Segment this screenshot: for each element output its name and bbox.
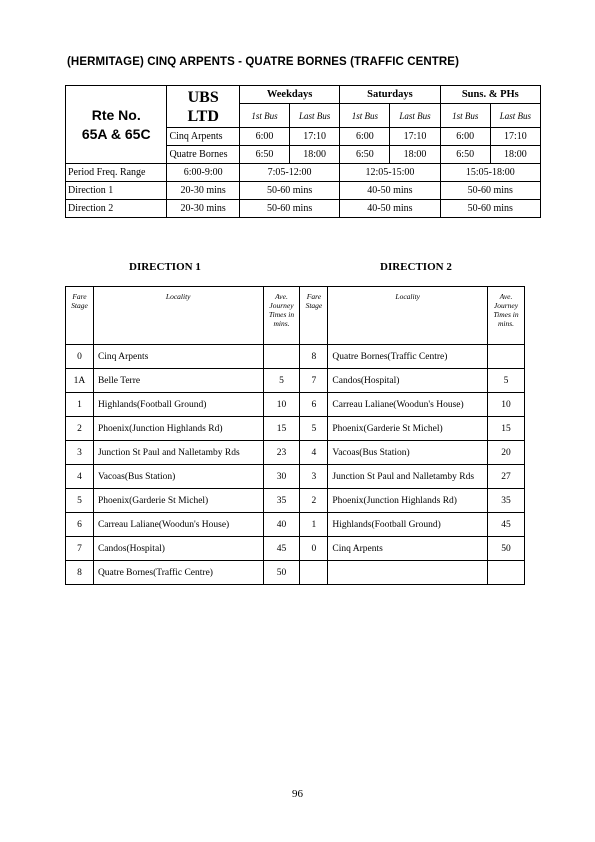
locality-cell: Phoenix(Junction Highlands Rd) bbox=[93, 417, 263, 441]
locality-cell: Quatre Bornes(Traffic Centre) bbox=[328, 345, 488, 369]
time-cell: 18:00 bbox=[490, 146, 540, 164]
locality-cell: Candos(Hospital) bbox=[93, 537, 263, 561]
time-cell: 6:00 bbox=[440, 128, 490, 146]
operator-cell bbox=[167, 86, 239, 128]
journey-time-cell: 20 bbox=[488, 441, 525, 465]
fare-stage-cell: 7 bbox=[66, 537, 94, 561]
fare-stage-cell: 0 bbox=[300, 537, 328, 561]
fare-stage-cell: 1 bbox=[300, 513, 328, 537]
journey-time-cell: 50 bbox=[488, 537, 525, 561]
frequency-value: 40-50 mins bbox=[340, 182, 440, 200]
table-row bbox=[66, 417, 525, 441]
fare-stage-cell: 4 bbox=[300, 441, 328, 465]
first-bus-header: 1st Bus bbox=[440, 104, 490, 128]
frequency-value: 50-60 mins bbox=[440, 200, 540, 218]
journey-time-cell: 30 bbox=[263, 465, 300, 489]
direction-label: Direction 1 bbox=[66, 182, 167, 200]
journey-time-cell: 10 bbox=[488, 393, 525, 417]
time-cell: 18:00 bbox=[290, 146, 340, 164]
fare-stage-cell: 4 bbox=[66, 465, 94, 489]
journey-time-cell: 35 bbox=[263, 489, 300, 513]
fare-stage-cell: 0 bbox=[66, 345, 94, 369]
locality-cell: Junction St Paul and Nalletamby Rds bbox=[93, 441, 263, 465]
journey-time-cell: 45 bbox=[488, 513, 525, 537]
fare-stage-cell: 6 bbox=[300, 393, 328, 417]
journey-time-cell: 27 bbox=[488, 465, 525, 489]
time-cell: 17:10 bbox=[390, 128, 440, 146]
time-cell: 6:00 bbox=[340, 128, 390, 146]
direction-1-heading: DIRECTION 1 bbox=[129, 261, 201, 273]
freq-range-value: 12:05-15:00 bbox=[340, 164, 440, 182]
page-title: (HERMITAGE) CINQ ARPENTS - QUATRE BORNES (TRAFFIC CENTRE) bbox=[67, 56, 459, 68]
table-row bbox=[66, 369, 525, 393]
frequency-value: 20-30 mins bbox=[167, 200, 239, 218]
route-label: Rte No. bbox=[91, 106, 141, 123]
journey-time-cell: 45 bbox=[263, 537, 300, 561]
locality-cell: Highlands(Football Ground) bbox=[93, 393, 263, 417]
fare-stage-header: Fare Stage bbox=[300, 287, 328, 345]
fare-stage-cell: 3 bbox=[66, 441, 94, 465]
first-bus-header: 1st Bus bbox=[340, 104, 390, 128]
locality-cell: Cinq Arpents bbox=[93, 345, 263, 369]
freq-range-label: Period Freq. Range bbox=[66, 164, 167, 182]
locality-cell: Highlands(Football Ground) bbox=[328, 513, 488, 537]
time-cell: 18:00 bbox=[390, 146, 440, 164]
locality-header: Locality bbox=[93, 287, 263, 345]
locality-cell bbox=[328, 561, 488, 585]
locality-cell: Vacoas(Bus Station) bbox=[328, 441, 488, 465]
route-number: 65A & 65C bbox=[81, 125, 151, 142]
journey-time-header: Ave. Journey Times in mins. bbox=[263, 287, 300, 345]
journey-time-cell: 23 bbox=[263, 441, 300, 465]
locality-cell: Phoenix(Garderie St Michel) bbox=[93, 489, 263, 513]
table-row bbox=[66, 441, 525, 465]
locality-cell: Candos(Hospital) bbox=[328, 369, 488, 393]
journey-time-cell: 35 bbox=[488, 489, 525, 513]
period-saturdays: Saturdays bbox=[340, 86, 440, 104]
frequency-value: 50-60 mins bbox=[239, 182, 339, 200]
table-row bbox=[66, 513, 525, 537]
table-row bbox=[66, 537, 525, 561]
locality-cell: Vacoas(Bus Station) bbox=[93, 465, 263, 489]
fare-stage-cell: 2 bbox=[66, 417, 94, 441]
time-cell: 6:50 bbox=[239, 146, 289, 164]
freq-range-value: 7:05-12:00 bbox=[239, 164, 339, 182]
direction-label: Direction 2 bbox=[66, 200, 167, 218]
frequency-value: 50-60 mins bbox=[239, 200, 339, 218]
table-row bbox=[66, 345, 525, 369]
journey-time-cell: 10 bbox=[263, 393, 300, 417]
fare-stage-cell: 8 bbox=[66, 561, 94, 585]
last-bus-header: Last Bus bbox=[290, 104, 340, 128]
journey-time-header: Ave. Journey Times in mins. bbox=[488, 287, 525, 345]
locality-cell: Belle Terre bbox=[93, 369, 263, 393]
direction-2-heading: DIRECTION 2 bbox=[380, 261, 452, 273]
fare-stage-header: Fare Stage bbox=[66, 287, 94, 345]
locality-cell: Junction St Paul and Nalletamby Rds bbox=[328, 465, 488, 489]
time-cell: 17:10 bbox=[490, 128, 540, 146]
fare-stage-cell: 8 bbox=[300, 345, 328, 369]
freq-range-value: 15:05-18:00 bbox=[440, 164, 540, 182]
time-cell: 6:50 bbox=[340, 146, 390, 164]
locality-cell: Phoenix(Garderie St Michel) bbox=[328, 417, 488, 441]
journey-time-cell: 5 bbox=[263, 369, 300, 393]
period-weekdays: Weekdays bbox=[239, 86, 339, 104]
time-cell: 6:00 bbox=[239, 128, 289, 146]
journey-time-cell bbox=[488, 561, 525, 585]
route-number-cell bbox=[66, 86, 167, 164]
journey-time-cell bbox=[488, 345, 525, 369]
operator-suffix: LTD bbox=[187, 107, 219, 125]
frequency-value: 20-30 mins bbox=[167, 182, 239, 200]
frequency-value: 40-50 mins bbox=[340, 200, 440, 218]
freq-range-value: 6:00-9:00 bbox=[167, 164, 239, 182]
stop-name: Cinq Arpents bbox=[167, 128, 239, 146]
last-bus-header: Last Bus bbox=[390, 104, 440, 128]
journey-time-cell: 5 bbox=[488, 369, 525, 393]
fare-stage-cell: 5 bbox=[300, 417, 328, 441]
frequency-value: 50-60 mins bbox=[440, 182, 540, 200]
fare-stage-cell: 1 bbox=[66, 393, 94, 417]
fare-stage-cell: 7 bbox=[300, 369, 328, 393]
table-row bbox=[66, 465, 525, 489]
fare-stage-cell: 3 bbox=[300, 465, 328, 489]
locality-cell: Quatre Bornes(Traffic Centre) bbox=[93, 561, 263, 585]
journey-time-cell: 15 bbox=[488, 417, 525, 441]
journey-time-cell: 40 bbox=[263, 513, 300, 537]
table-row bbox=[66, 561, 525, 585]
operator-name: UBS bbox=[187, 88, 219, 106]
time-cell: 17:10 bbox=[290, 128, 340, 146]
locality-cell: Phoenix(Junction Highlands Rd) bbox=[328, 489, 488, 513]
table-row bbox=[66, 393, 525, 417]
time-cell: 6:50 bbox=[440, 146, 490, 164]
schedule-table bbox=[65, 85, 541, 218]
period-sundays: Suns. & PHs bbox=[440, 86, 540, 104]
journey-time-cell: 15 bbox=[263, 417, 300, 441]
last-bus-header: Last Bus bbox=[490, 104, 540, 128]
locality-cell: Carreau Laliane(Woodun's House) bbox=[93, 513, 263, 537]
stop-name: Quatre Bornes bbox=[167, 146, 239, 164]
journey-time-cell: 50 bbox=[263, 561, 300, 585]
page-number: 96 bbox=[292, 788, 303, 800]
journey-time-cell bbox=[263, 345, 300, 369]
table-row bbox=[66, 489, 525, 513]
fare-stage-cell: 1A bbox=[66, 369, 94, 393]
fare-stage-cell: 6 bbox=[66, 513, 94, 537]
fare-stage-cell: 5 bbox=[66, 489, 94, 513]
fare-stage-cell bbox=[300, 561, 328, 585]
fare-stages-table bbox=[65, 286, 525, 585]
locality-cell: Cinq Arpents bbox=[328, 537, 488, 561]
locality-header: Locality bbox=[328, 287, 488, 345]
locality-cell: Carreau Laliane(Woodun's House) bbox=[328, 393, 488, 417]
first-bus-header: 1st Bus bbox=[239, 104, 289, 128]
fare-stage-cell: 2 bbox=[300, 489, 328, 513]
